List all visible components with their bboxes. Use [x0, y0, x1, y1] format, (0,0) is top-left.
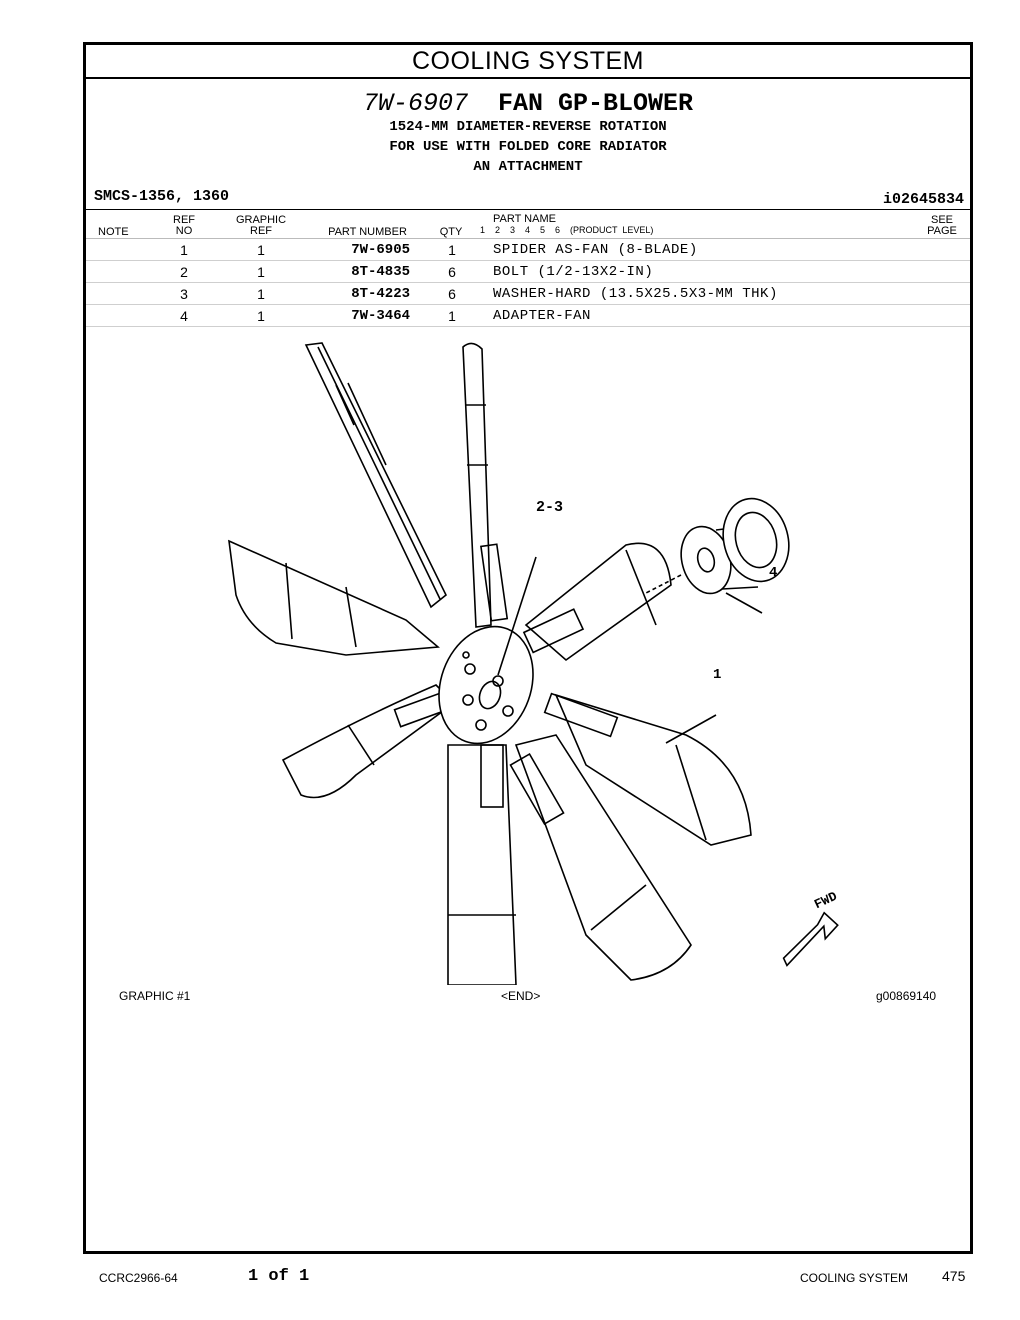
part-number: 8T-4835 — [351, 264, 410, 280]
graphic-id: g00869140 — [876, 989, 937, 1003]
qty: 1 — [448, 308, 456, 324]
col-part-number: PART NUMBER — [328, 226, 407, 238]
subtitle-line-3: AN ATTACHMENT — [473, 159, 583, 175]
graphic-ref: 1 — [257, 242, 265, 258]
group-part-number: 7W-6907 — [362, 89, 468, 118]
callout-1: 1 — [713, 667, 722, 683]
table-row — [86, 283, 970, 305]
col-graphic-ref-2: REF — [250, 225, 272, 237]
table-top-rule — [86, 209, 970, 210]
subtitle-line-2: FOR USE WITH FOLDED CORE RADIATOR — [389, 139, 667, 155]
graphic-caption: GRAPHIC #1 — [119, 989, 191, 1003]
fwd-arrow-icon — [773, 910, 844, 966]
ref-no: 2 — [180, 264, 188, 280]
qty: 6 — [448, 286, 456, 302]
footer-page-of: 1 of 1 — [248, 1267, 310, 1286]
col-qty: QTY — [439, 226, 463, 238]
footer-page-number: 475 — [942, 1268, 966, 1284]
callout-2-3: 2-3 — [536, 499, 564, 516]
fan-hub — [423, 613, 549, 757]
col-product-level: 1 2 3 4 5 6 (PRODUCT LEVEL) — [480, 225, 654, 235]
col-part-name: PART NAME — [493, 213, 556, 225]
part-number: 8T-4223 — [351, 286, 410, 302]
col-note: NOTE — [98, 226, 129, 238]
ref-no: 4 — [180, 308, 188, 324]
section-title: COOLING SYSTEM — [86, 45, 970, 79]
table-row — [86, 305, 970, 327]
fan-illustration — [86, 325, 970, 985]
graphic-ref: 1 — [257, 308, 265, 324]
page-frame — [83, 42, 973, 1254]
col-ref-no-2: NO — [175, 225, 193, 237]
group-heading — [86, 89, 970, 118]
group-name: FAN GP-BLOWER — [497, 89, 694, 118]
footer-doc-code: CCRC2966-64 — [99, 1271, 178, 1285]
graphic-ref: 1 — [257, 264, 265, 280]
ref-no: 3 — [180, 286, 188, 302]
qty: 1 — [448, 242, 456, 258]
table-row — [86, 239, 970, 261]
footer-section: COOLING SYSTEM — [800, 1271, 909, 1285]
ref-no: 1 — [180, 242, 188, 258]
part-name: ADAPTER-FAN — [493, 308, 591, 324]
fan-adapter — [646, 491, 798, 599]
part-name: BOLT (1/2-13X2-IN) — [493, 264, 654, 280]
col-see-page-1: SEE — [930, 214, 953, 226]
qty: 6 — [448, 264, 456, 280]
part-name: SPIDER AS-FAN (8-BLADE) — [493, 242, 698, 258]
info-reference: i02645834 — [882, 191, 964, 208]
part-number: 7W-6905 — [351, 242, 410, 258]
callout-4: 4 — [769, 565, 778, 581]
fwd-label: FWD — [811, 888, 840, 913]
table-row — [86, 261, 970, 283]
col-see-page-2: PAGE — [927, 225, 957, 237]
smcs-codes: SMCS-1356, 1360 — [94, 188, 230, 205]
end-marker: <END> — [501, 989, 541, 1003]
col-graphic-ref-1: GRAPHIC — [235, 214, 287, 226]
part-number: 7W-3464 — [351, 308, 410, 324]
col-ref-no-1: REF — [173, 214, 195, 226]
subtitle-line-1: 1524-MM DIAMETER-REVERSE ROTATION — [389, 119, 667, 135]
part-name: WASHER-HARD (13.5X25.5X3-MM THK) — [493, 286, 778, 302]
graphic-ref: 1 — [257, 286, 265, 302]
